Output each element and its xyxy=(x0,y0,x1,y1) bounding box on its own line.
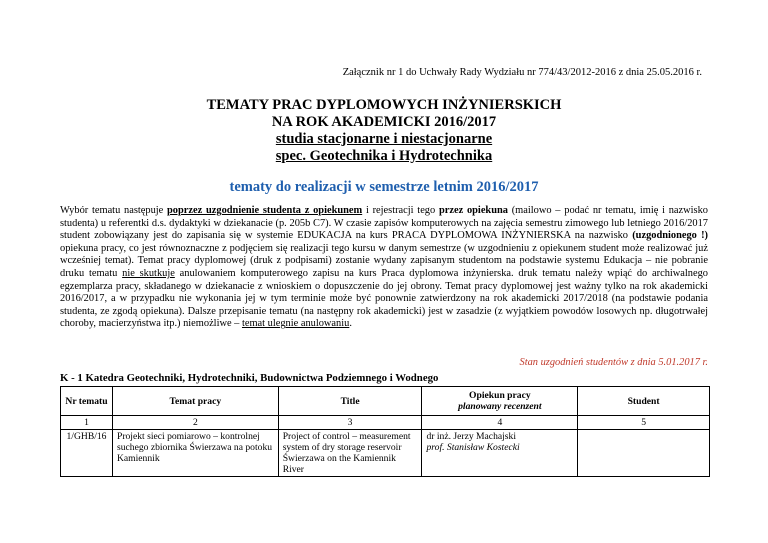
reviewer: prof. Stanisław Kostecki xyxy=(426,442,520,453)
column-number: 3 xyxy=(278,416,422,430)
para-underlined: temat ulegnie anulowaniu xyxy=(241,318,350,330)
para-text: (mailowo – podać nr tematu, imię i nazwisko studenta) u referentki d.s. dydaktyki w dziekanacie (p. 205b C7). W czasie zapisów komputerowych na zajęcia semestru zimowego lub letniego 2016/2017 student zobowiązany jest do zapisania się w systemie EDUKACJA na kurs PRACA DYPLOMOWA INŻYNIERSKA na nazwisko xyxy=(60,205,708,242)
para-text: opiekuna pracy, co jest równoznaczne z podjęciem się realizacji tego kursu w danym semestrze (w uzgodnieniu z opiekunem student może realizować już wcześniej temat). Temat pracy dyplomowej (druk z podpisami) zostanie wydany zapisanym studentom na podstawie systemu Edukacja – nie pobranie druku tematu xyxy=(60,242,708,279)
document-title xyxy=(0,97,768,165)
header-opiekun-sub: planowany recenzent xyxy=(458,401,542,412)
topic-polish: Projekt sieci pomiarowo – kontrolnej suchego zbiornika Świerzawa na potoku Kamiennik xyxy=(112,430,278,477)
title-line-4: spec. Geotechnika i Hydrotechnika xyxy=(275,148,493,164)
para-text: anulowaniem komputerowego zapisu na kurs Praca dyplomowa inżynierska. druk tematu należy wpiąć do archiwalnego egzemplarza pracy, składanego w dziekanacie z wnioskiem o dopuszczenie do jej obrony. Temat pracy dyplomowej jest ważny tylko na rok akademicki 2016/2017, a w przypadku nie wykonania jej w tym terminie może być ponownie zatwierdzony na rok akademicki 2017/2018 (na podstawie podania studenta, ze zgodą opiekuna). Dalsze przepisanie tematu (na następny rok akademicki) jest w zasadzie (z wyjątkiem powodów losowych np. długotrwałej choroby, macierzyństwa itp.) niemożliwe – xyxy=(60,267,709,330)
header-opiekun xyxy=(422,387,578,416)
department-heading: K - 1 Katedra Geotechniki, Hydrotechniki, Budownictwa Podziemnego i Wodnego xyxy=(60,372,439,384)
column-number: 1 xyxy=(61,416,113,430)
para-text: Wybór tematu następuje xyxy=(60,205,168,216)
topics-table xyxy=(60,386,710,477)
header-title: Title xyxy=(278,387,422,416)
instructions-paragraph xyxy=(60,205,708,331)
header-student: Student xyxy=(578,387,710,416)
header-opiekun-label: Opiekun pracy xyxy=(469,390,531,401)
para-emphasis: (uzgodnionego !) xyxy=(632,230,708,242)
para-underlined: nie skutkuje xyxy=(122,267,175,279)
status-date: Stan uzgodnień studentów z dnia 5.01.2017 r. xyxy=(519,357,708,368)
header-nr: Nr tematu xyxy=(61,387,113,416)
column-number: 5 xyxy=(578,416,710,430)
column-number-row xyxy=(61,416,710,430)
attachment-note: Załącznik nr 1 do Uchwały Rady Wydziału nr 774/43/2012-2016 z dnia 25.05.2016 r. xyxy=(342,67,702,78)
para-emphasis: poprzez uzgodnienie studenta z opiekunem xyxy=(167,205,363,216)
table-header-row xyxy=(61,387,710,416)
para-text: i rejestracji tego xyxy=(362,205,439,216)
student-cell xyxy=(578,430,710,477)
column-number: 2 xyxy=(112,416,278,430)
header-temat: Temat pracy xyxy=(112,387,278,416)
supervisor: dr inż. Jerzy Machajski xyxy=(426,431,516,442)
title-line-1: TEMATY PRAC DYPLOMOWYCH INŻYNIERSKICH xyxy=(206,97,562,113)
para-emphasis: przez opiekuna xyxy=(438,205,508,216)
semester-subtitle: tematy do realizacji w semestrze letnim 2016/2017 xyxy=(229,179,539,195)
supervisor-cell xyxy=(422,430,578,477)
topic-english: Project of control – measurement system of dry storage reservoir Świerzawa on the Kamiennik River xyxy=(278,430,422,477)
title-line-2: NA ROK AKADEMICKI 2016/2017 xyxy=(271,114,497,130)
title-line-3: studia stacjonarne i niestacjonarne xyxy=(275,131,493,147)
table-row xyxy=(61,430,710,477)
column-number: 4 xyxy=(422,416,578,430)
topic-number: 1/GHB/16 xyxy=(61,430,113,477)
para-text: . xyxy=(349,318,352,330)
